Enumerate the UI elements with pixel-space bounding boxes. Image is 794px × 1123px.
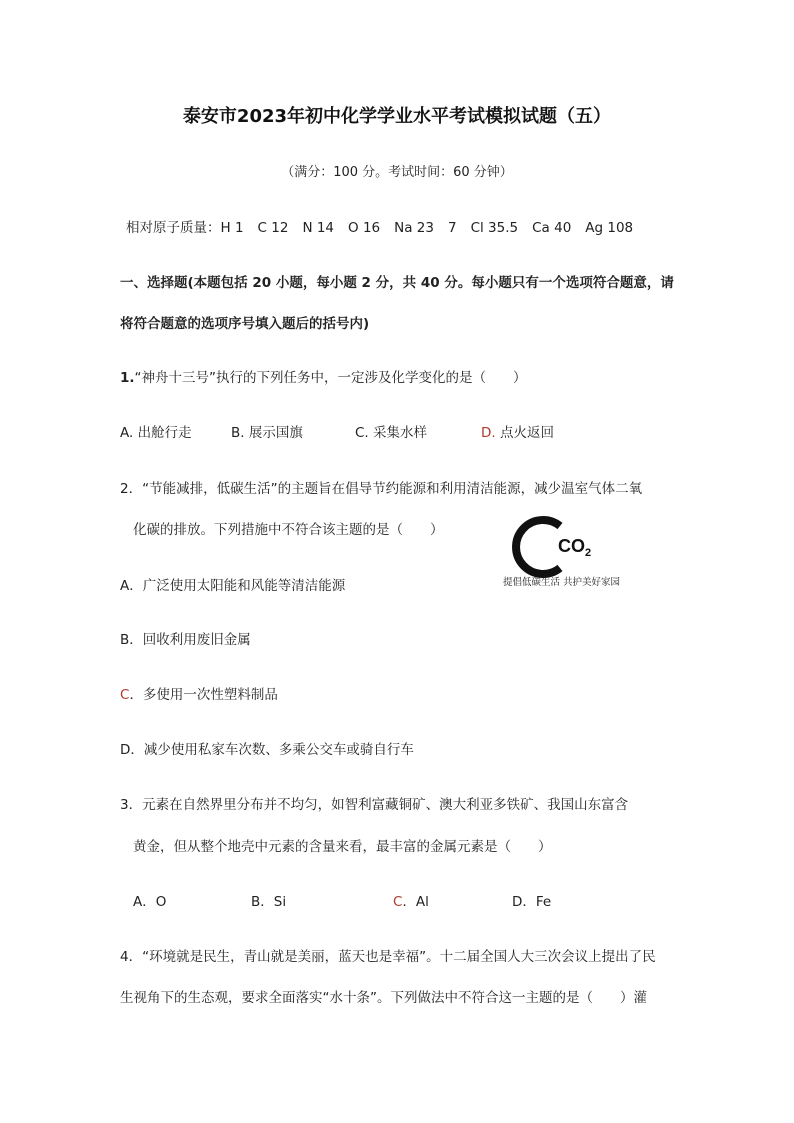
atomic-mass-7: 7	[447, 220, 457, 236]
atomic-mass-ca: Ca 40	[532, 220, 572, 236]
q1-option-d[interactable]	[481, 424, 554, 442]
atomic-mass-n: N 14	[302, 220, 335, 236]
q3-option-c[interactable]	[393, 893, 429, 911]
q1-option-d-text: 点火返回	[495, 425, 554, 441]
q3-option-c-text: ．Al	[402, 894, 429, 910]
exam-subtitle: （满分：100 分。考试时间：60 分钟）	[281, 165, 513, 180]
question-4-line1: 4．“环境就是民生，青山就是美丽，蓝天也是幸福”。十二届全国人大三次会议上提出了民	[120, 949, 656, 965]
atomic-label: 相对原子质量：	[126, 220, 221, 236]
question-4-line2: 生视角下的生态观，要求全面落实“水十条”。下列做法中不符合这一主题的是（ ）灌	[120, 990, 647, 1006]
co2-logo-text: CO	[558, 536, 585, 556]
q3-option-a[interactable]: A．O	[133, 894, 167, 910]
atomic-mass-ag: Ag 108	[585, 220, 634, 236]
atomic-mass-h: H 1	[220, 220, 244, 236]
question-1-text: “神舟十三号”执行的下列任务中，一定涉及化学变化的是（ ）	[134, 370, 527, 386]
q2-option-c-letter: C	[120, 687, 130, 703]
question-1-number: 1.	[120, 370, 135, 386]
atomic-mass-o: O 16	[348, 220, 381, 236]
q1-option-a[interactable]: A. 出舱行走	[120, 425, 192, 441]
atomic-masses	[126, 219, 647, 237]
co2-logo-subscript: 2	[585, 547, 592, 559]
section-heading-line1: 一、选择题(本题包括 20 小题，每小题 2 分，共 40 分。每小题只有一个选项符合题意，请	[120, 275, 674, 291]
q3-option-c-letter: C	[393, 894, 403, 910]
atomic-mass-c: C 12	[257, 220, 289, 236]
question-3-line1: 3．元素在自然界里分布并不均匀，如智利富藏铜矿、澳大利亚多铁矿、我国山东富含	[120, 797, 629, 813]
q3-option-b[interactable]: B．Si	[251, 894, 287, 910]
q2-option-c-text: ．多使用一次性塑料制品	[129, 687, 278, 703]
atomic-mass-na: Na 23	[394, 220, 434, 236]
low-carbon-logo-caption: 提倡低碳生活 共护美好家园	[503, 577, 621, 588]
q2-option-b[interactable]: B．回收利用废旧金属	[120, 632, 251, 648]
question-2-line1: 2．“节能减排，低碳生活”的主题旨在倡导节约能源和利用清洁能源，减少温室气体二氧	[120, 481, 643, 497]
section-heading-line2: 将符合题意的选项序号填入题后的括号内)	[120, 316, 370, 332]
q2-option-c[interactable]	[120, 686, 278, 704]
q2-option-a[interactable]: A．广泛使用太阳能和风能等清洁能源	[120, 578, 346, 594]
q1-option-c[interactable]: C. 采集水样	[355, 425, 428, 441]
question-3-line2: 黄金，但从整个地壳中元素的含量来看，最丰富的金属元素是（ ）	[133, 839, 552, 855]
q2-option-d[interactable]: D．减少使用私家车次数、多乘公交车或骑自行车	[120, 742, 414, 758]
question-2-line2: 化碳的排放。下列措施中不符合该主题的是（ ）	[133, 522, 444, 538]
q1-option-d-letter: D.	[481, 425, 496, 441]
atomic-mass-cl: Cl 35.5	[470, 220, 519, 236]
q3-option-d[interactable]: D．Fe	[512, 894, 552, 910]
q1-option-b[interactable]: B. 展示国旗	[231, 425, 303, 441]
page-title: 泰安市2023年初中化学学业水平考试模拟试题（五）	[182, 106, 612, 127]
question-1-stem	[120, 369, 527, 387]
